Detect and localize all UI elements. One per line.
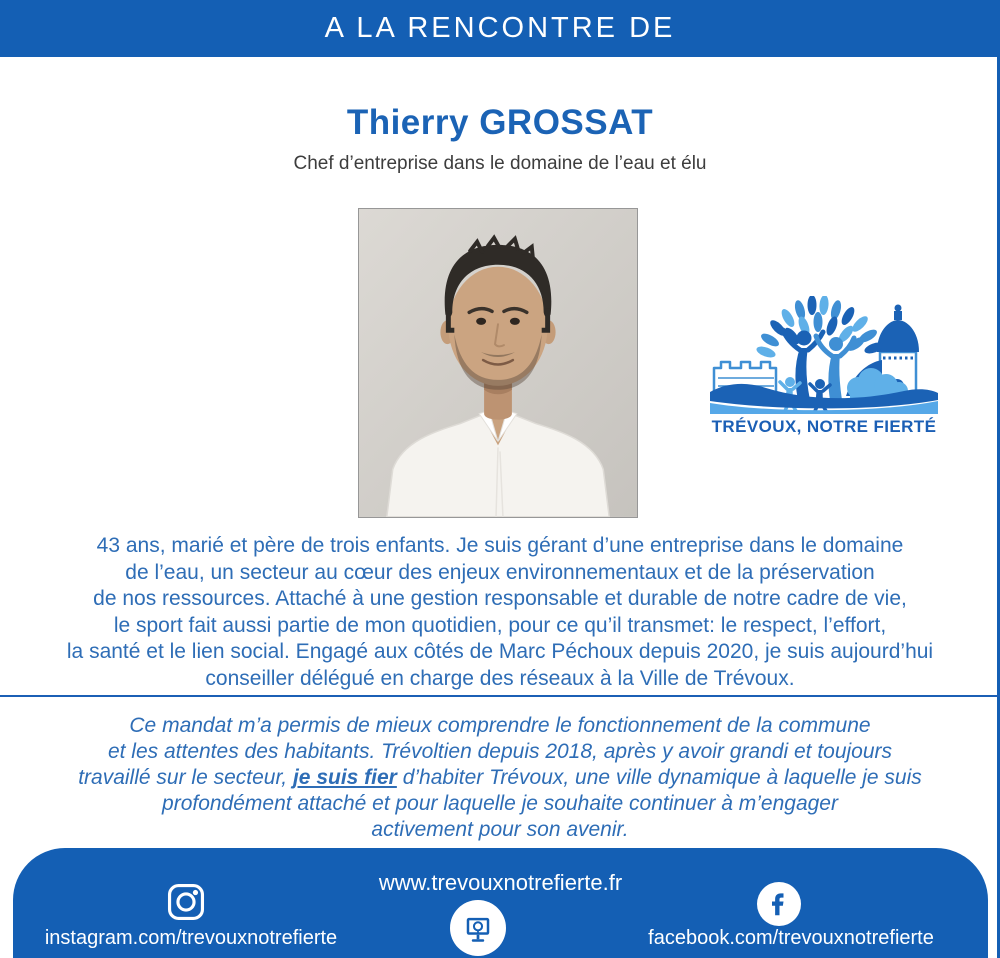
bio-paragraph: [0, 533, 1000, 692]
facebook-icon[interactable]: [757, 882, 801, 926]
logo-tree: [755, 296, 885, 360]
portrait-photo: [358, 208, 638, 518]
footer-bar: [13, 848, 988, 958]
person-role: Chef d’entreprise dans le domaine de l’eau et élu: [293, 153, 707, 174]
instagram-icon[interactable]: [165, 881, 207, 923]
quote-line: Ce mandat m’a permis de mieux comprendre le fonctionnement de la commune: [129, 714, 871, 737]
bio-line: conseiller délégué en charge des réseaux à la Ville de Trévoux.: [205, 666, 795, 690]
person-name: Thierry GROSSAT: [346, 103, 654, 142]
facebook-link[interactable]: facebook.com/trevouxnotrefierte: [648, 927, 934, 949]
section-divider: [0, 695, 1000, 697]
quote-line: profondément attaché et pour laquelle je souhaite continuer à m’engager: [162, 792, 838, 815]
quote-paragraph: [0, 713, 1000, 843]
bio-line: de l’eau, un secteur au cœur des enjeux environnementaux et de la préservation: [125, 560, 875, 584]
website-monitor-icon[interactable]: [450, 900, 506, 956]
quote-line: activement pour son avenir.: [371, 818, 629, 841]
quote-text: d’habiter Trévoux, une ville dynamique à laquelle je suis: [396, 766, 922, 789]
bio-line: la santé et le lien social. Engagé aux côtés de Marc Péchoux depuis 2020, je suis aujourd’hui: [66, 640, 934, 663]
header-title: A LA RENCONTRE DE: [324, 12, 676, 44]
trevoux-notre-fierte-logo: [704, 296, 944, 437]
instagram-link[interactable]: instagram.com/trevouxnotrefierte: [44, 927, 338, 949]
website-link[interactable]: www.trevouxnotrefierte.fr: [378, 870, 623, 895]
bio-line: de nos ressources. Attaché à une gestion responsable et durable de notre cadre de vie,: [93, 587, 907, 610]
monitor-glyph: [460, 910, 496, 946]
quote-highlight: je suis fier: [292, 766, 397, 789]
logo-illustration: [708, 296, 940, 414]
header-banner: [0, 0, 1000, 57]
logo-caption: TRÉVOUX, NOTRE FIERTÉ: [711, 417, 937, 436]
bio-line: le sport fait aussi partie de mon quotidien, pour ce qu’il transmet: le respect, l’effort,: [113, 613, 887, 637]
quote-line: [0, 765, 1000, 791]
bio-line: 43 ans, marié et père de trois enfants. Je suis gérant d’une entreprise dans le domaine: [96, 534, 904, 557]
facebook-f-glyph: [764, 889, 794, 919]
quote-text: travaillé sur le secteur,: [78, 766, 293, 789]
quote-line: et les attentes des habitants. Trévoltien depuis 2018, après y avoir grandi et toujours: [107, 740, 893, 763]
portrait-illustration: [359, 209, 637, 517]
